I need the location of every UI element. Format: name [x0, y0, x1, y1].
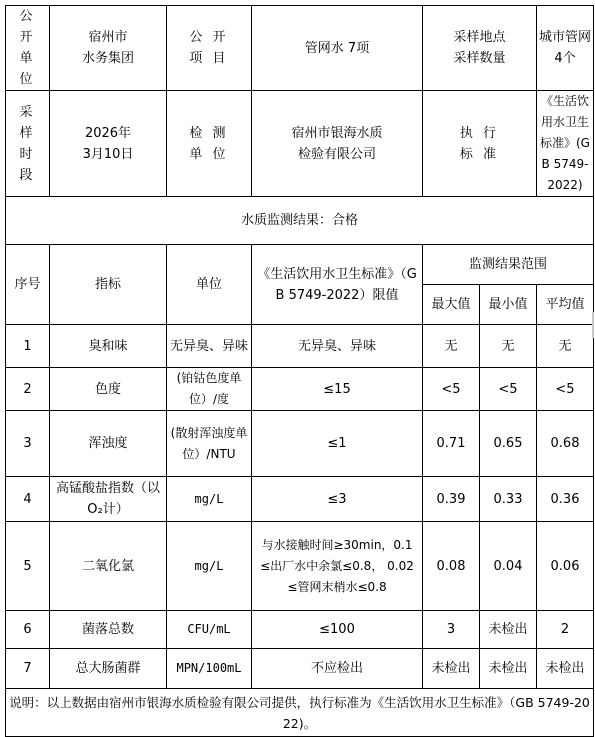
row-min: 未检出	[480, 649, 537, 689]
row-min: 未检出	[480, 611, 537, 649]
row-no: 7	[6, 649, 50, 689]
row-limit: 与水接触时间≥30min，0.1≤出厂水中余氯≤0.8， 0.02≤管网末梢水≤0.8	[252, 522, 423, 611]
col-limit: 《生活饮用水卫生标准》（GB 5749-2022）限值	[252, 245, 423, 325]
row-min: 0.65	[480, 411, 537, 477]
col-unit: 单位	[167, 245, 252, 325]
row-min: 0.33	[480, 477, 537, 522]
std-label: 执 行 标 准	[423, 91, 537, 197]
row-no: 6	[6, 611, 50, 649]
row-unit: mg/L	[167, 522, 252, 611]
row-limit: ≤3	[252, 477, 423, 522]
row-unit: CFU/mL	[167, 611, 252, 649]
table-row	[6, 411, 594, 477]
row-max: <5	[423, 368, 480, 411]
row-no: 2	[6, 368, 50, 411]
result-row	[6, 197, 594, 245]
result-text: 水质监测结果：合格	[6, 197, 594, 245]
col-min: 最小值	[480, 285, 537, 325]
row-no: 1	[6, 325, 50, 368]
row-no: 4	[6, 477, 50, 522]
scrollbar-thumb[interactable]	[592, 312, 594, 338]
table-row	[6, 649, 594, 689]
col-no: 序号	[6, 245, 50, 325]
row-limit: 无异臭、异味	[252, 325, 423, 368]
col-range: 监测结果范围	[423, 245, 594, 285]
row-indicator: 二氧化氯	[50, 522, 167, 611]
item-label: 公 开 项 目	[167, 6, 252, 91]
row-no: 3	[6, 411, 50, 477]
row-avg: 2	[537, 611, 594, 649]
col-avg: 平均值	[537, 285, 594, 325]
col-indicator: 指标	[50, 245, 167, 325]
site-value: 城市管网 4个	[537, 6, 594, 91]
row-indicator: 浑浊度	[50, 411, 167, 477]
lab-value: 宿州市银海水质 检验有限公司	[252, 91, 423, 197]
table-row	[6, 325, 594, 368]
footnote: 说明：以上数据由宿州市银海水质检验有限公司提供，执行标准为《生活饮用水卫生标准》（GB 5749-2022)。	[6, 689, 594, 737]
row-max: 0.39	[423, 477, 480, 522]
row-avg: 无	[537, 325, 594, 368]
row-limit: ≤100	[252, 611, 423, 649]
row-avg: <5	[537, 368, 594, 411]
table-row	[6, 611, 594, 649]
row-min: <5	[480, 368, 537, 411]
row-unit: MPN/100mL	[167, 649, 252, 689]
row-unit: 无异臭、异味	[167, 325, 252, 368]
row-min: 无	[480, 325, 537, 368]
lab-label: 检 测 单 位	[167, 91, 252, 197]
row-indicator: 菌落总数	[50, 611, 167, 649]
row-max: 未检出	[423, 649, 480, 689]
row-avg: 0.68	[537, 411, 594, 477]
row-indicator: 臭和味	[50, 325, 167, 368]
org-value: 宿州市 水务集团	[50, 6, 167, 91]
table-row	[6, 522, 594, 611]
time-value: 2026年 3月10日	[50, 91, 167, 197]
row-avg: 未检出	[537, 649, 594, 689]
org-label: 公 开 单 位	[6, 6, 50, 91]
header-row-1	[6, 6, 594, 91]
row-no: 5	[6, 522, 50, 611]
row-unit: (铂钴色度单位）/度	[167, 368, 252, 411]
col-max: 最大值	[423, 285, 480, 325]
report-table	[5, 5, 594, 737]
row-limit: ≤15	[252, 368, 423, 411]
row-indicator: 高锰酸盐指数（以O₂计）	[50, 477, 167, 522]
site-label: 采样地点 采样数量	[423, 6, 537, 91]
note-row	[6, 689, 594, 737]
row-max: 0.08	[423, 522, 480, 611]
header-row-2	[6, 91, 594, 197]
row-limit: 不应检出	[252, 649, 423, 689]
table-row	[6, 477, 594, 522]
item-value: 管网水 7项	[252, 6, 423, 91]
row-unit: mg/L	[167, 477, 252, 522]
row-max: 3	[423, 611, 480, 649]
row-min: 0.04	[480, 522, 537, 611]
row-indicator: 色度	[50, 368, 167, 411]
row-avg: 0.36	[537, 477, 594, 522]
row-indicator: 总大肠菌群	[50, 649, 167, 689]
row-limit: ≤1	[252, 411, 423, 477]
row-max: 0.71	[423, 411, 480, 477]
std-value: 《生活饮用水卫生标准》(GB 5749-2022)	[537, 91, 594, 197]
column-header-row-1	[6, 245, 594, 285]
table-row	[6, 368, 594, 411]
row-avg: 0.06	[537, 522, 594, 611]
row-unit: (散射浑浊度单位）/NTU	[167, 411, 252, 477]
time-label: 采 样 时 段	[6, 91, 50, 197]
row-max: 无	[423, 325, 480, 368]
